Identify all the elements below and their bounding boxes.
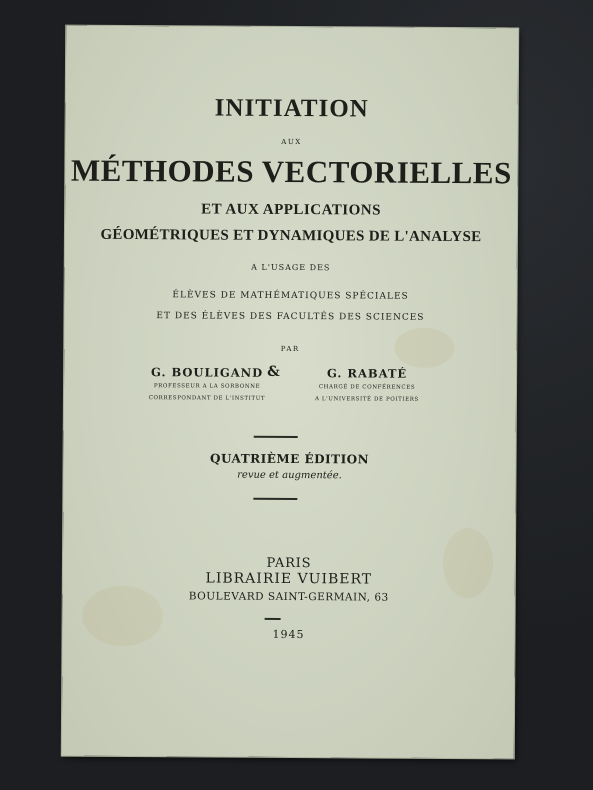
publisher-name: LIBRAIRIE VUIBERT — [205, 570, 373, 588]
title-aux: AUX — [281, 137, 302, 147]
author-rabate — [302, 366, 432, 405]
author-role: CHARGÉ DE CONFÉRENCES — [318, 384, 416, 391]
edition-note: revue et augmentée. — [237, 469, 342, 482]
audience-line1: ÉLÈVES DE MATHÉMATIQUES SPÉCIALES — [172, 290, 409, 302]
divider-rule-small — [265, 618, 281, 620]
author-name: G. RABATÉ — [326, 366, 408, 381]
publisher-address: BOULEVARD SAINT-GERMAIN, 63 — [188, 590, 389, 604]
ampersand: & — [267, 363, 280, 380]
divider-rule — [254, 436, 298, 438]
author-bouligand — [132, 365, 282, 404]
usage-text: A L'USAGE DES — [251, 262, 331, 273]
subtitle-line2: GÉOMÉTRIQUES ET DYNAMIQUES DE L'ANALYSE — [100, 226, 482, 246]
par-text: PAR — [280, 344, 300, 354]
author-role: PROFESSEUR A LA SORBONNE — [153, 383, 261, 390]
divider-rule — [253, 498, 297, 500]
subtitle-line1: ET AUX APPLICATIONS — [201, 201, 382, 219]
title-main: MÉTHODES VECTORIELLES — [70, 152, 512, 191]
author-role: A L'UNIVERSITÉ DE POITIERS — [314, 396, 419, 403]
publisher-city: PARIS — [266, 555, 312, 572]
title-initiation: INITIATION — [214, 94, 369, 123]
edition-title: QUATRIÈME ÉDITION — [209, 451, 370, 467]
author-role: CORRESPONDANT DE L'INSTITUT — [148, 395, 266, 402]
book-cover — [62, 26, 518, 759]
publication-year: 1945 — [272, 627, 305, 642]
author-name: G. BOULIGAND — [151, 365, 264, 380]
audience-line2: ET DES ÉLÈVES DES FACULTÉS DES SCIENCES — [156, 311, 425, 323]
